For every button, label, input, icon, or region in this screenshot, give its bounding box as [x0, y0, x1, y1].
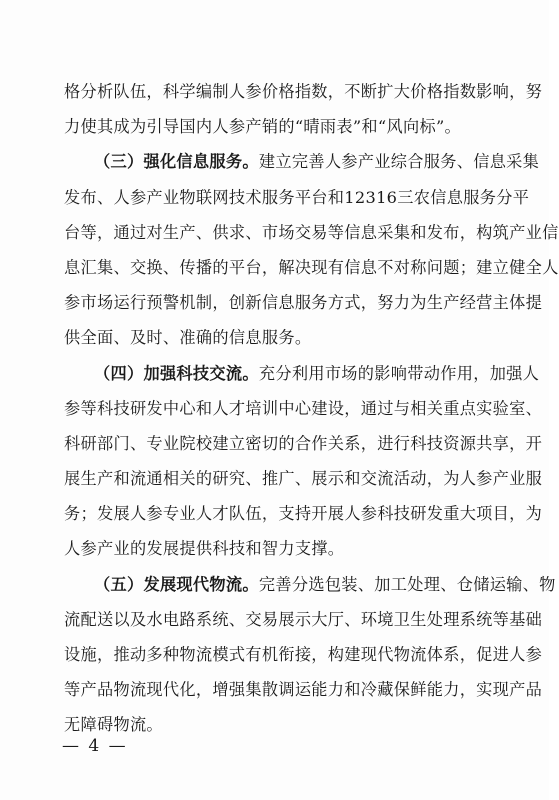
paragraph-line: 格分析队伍，科学编制人参价格指数，不断扩大价格指数影响，努	[64, 82, 543, 101]
paragraph-line: 力使其成为引导国内人参产销的“晴雨表”和“风向标”。	[64, 117, 462, 137]
paragraph-line: 台等，通过对生产、供求、市场交易等信息采集和发布，构筑产业信	[64, 222, 559, 242]
section-first-line	[64, 144, 540, 179]
paragraph-line: 参等科技研发中心和人才培训中心建设，通过与相关重点实验室、	[64, 398, 543, 418]
section-first-line	[64, 567, 556, 602]
section-heading: （四）加强科技交流。	[94, 363, 259, 383]
section-first-line	[64, 356, 540, 391]
paragraph-line: 务；发展人参专业人才队伍，支持开展人参科技研发重大项目，为	[64, 504, 543, 524]
paragraph-line: 息汇集、交换、传播的平台，解决现有信息不对称问题；建立健全人	[64, 257, 559, 277]
paragraph-text: 充分利用市场的影响带动作用，加强人	[258, 363, 540, 383]
paragraph-line: 展生产和流通相关的研究、推广、展示和交流活动，为人参产业服	[64, 469, 543, 489]
paragraph-text: 建立完善人参产业综合服务、信息采集	[258, 152, 540, 172]
page-number: — 4 —	[62, 736, 128, 756]
section-heading: （五）发展现代物流。	[94, 574, 259, 594]
paragraph-line: 流配送以及水电路系统、交易展示大厅、环境卫生处理系统等基础	[64, 609, 543, 629]
paragraph-line: 参市场运行预警机制，创新信息服务方式，努力为生产经营主体提	[64, 293, 543, 313]
paragraph-line: 供全面、及时、准确的信息服务。	[64, 328, 312, 348]
paragraph-line: 设施，推动多种物流模式有机衔接，构建现代物流体系，促进人参	[64, 645, 543, 664]
paragraph-line: 等产品物流现代化，增强集散调运能力和冷藏保鲜能力，实现产品	[64, 680, 543, 700]
section-heading: （三）强化信息服务。	[94, 152, 259, 172]
paragraph-line: 科研部门、专业院校建立密切的合作关系，进行科技资源共享，开	[64, 433, 543, 453]
document-body	[64, 74, 559, 743]
paragraph-line: 人参产业的发展提供科技和智力支撑。	[64, 539, 345, 559]
paragraph-line: 无障碍物流。	[64, 715, 163, 735]
paragraph-line: 发布、人参产业物联网技术服务平台和12316三农信息服务分平	[64, 187, 530, 207]
paragraph-text: 完善分选包装、加工处理、仓储运输、物	[258, 574, 556, 594]
